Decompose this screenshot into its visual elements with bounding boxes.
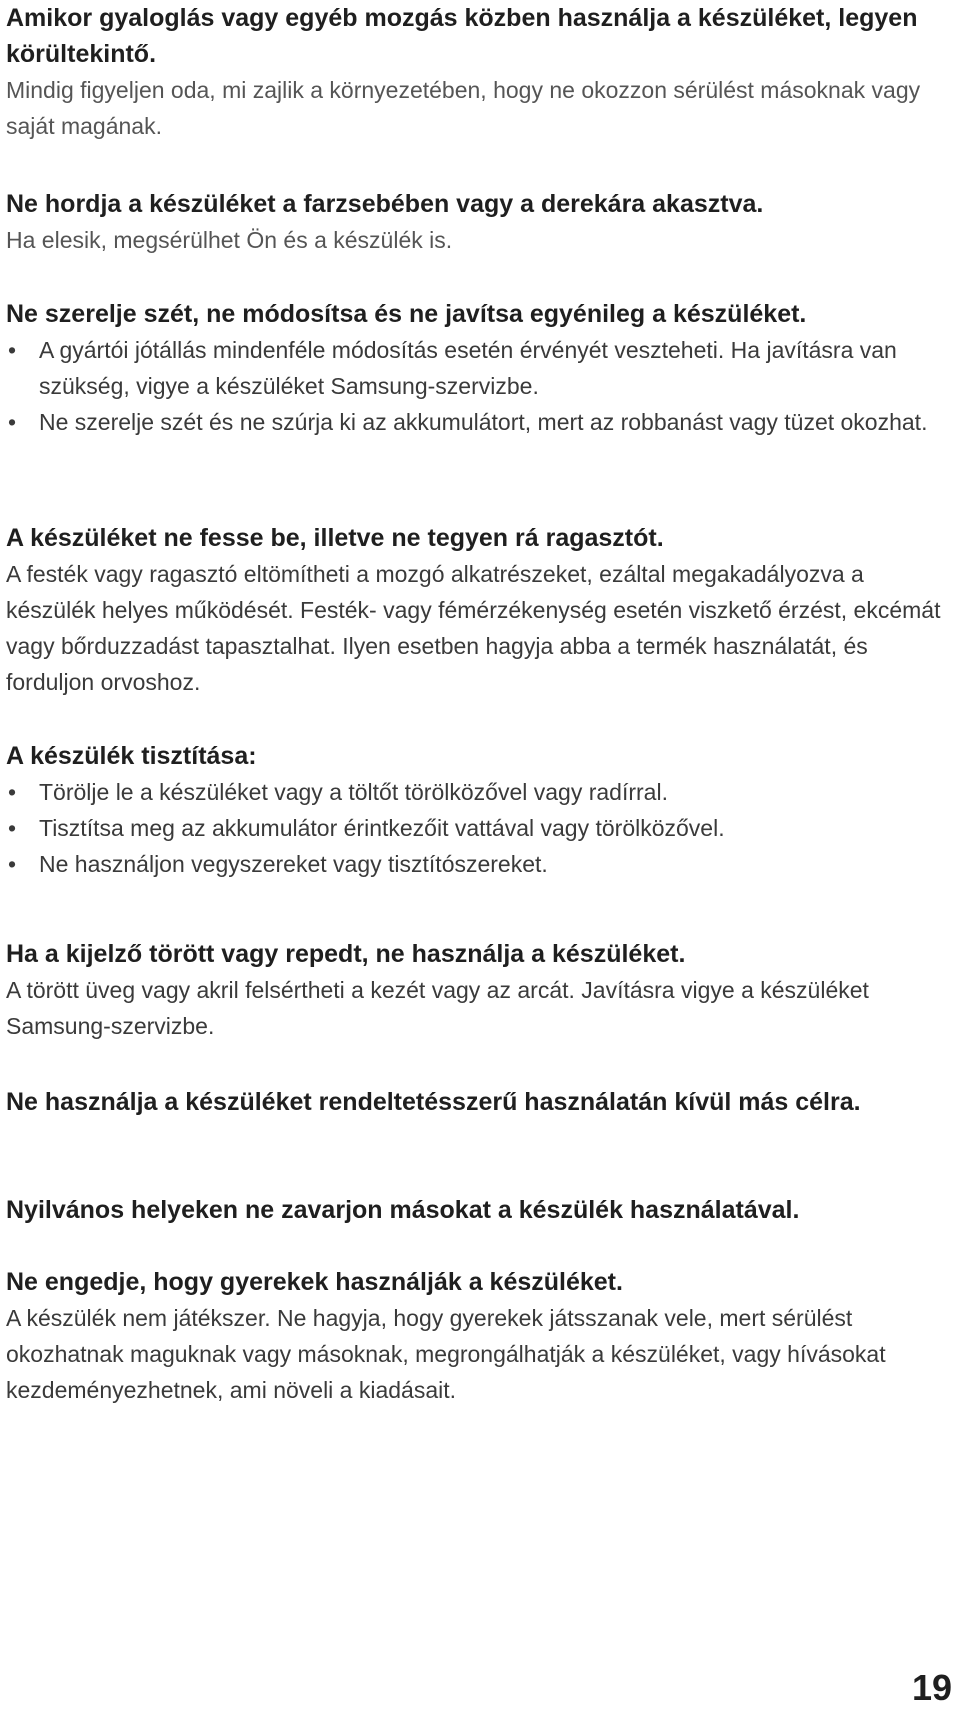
bullet-icon: • xyxy=(8,779,17,805)
section-heading: Ha a kijelző törött vagy repedt, ne használja a készüléket. xyxy=(6,940,686,968)
section-paint-warning xyxy=(6,520,956,700)
list-item xyxy=(6,810,725,846)
section-disassembly-warning xyxy=(6,296,956,440)
section-heading: Nyilvános helyeken ne zavarjon másokat a készülék használatával. xyxy=(6,1196,800,1224)
list-item-text: Ne szerelje szét és ne szúrja ki az akkumulátort, mert az robbanást vagy tüzet okozhat. xyxy=(39,409,928,435)
list-item-text: Tisztítsa meg az akkumulátor érintkezőit vattával vagy törölközővel. xyxy=(39,815,725,841)
section-heading: Ne engedje, hogy gyerekek használják a készüléket. xyxy=(6,1268,623,1296)
section-walking-caution xyxy=(6,0,956,144)
section-heading: Ne szerelje szét, ne módosítsa és ne javítsa egyénileg a készüléket. xyxy=(6,300,807,328)
list-item xyxy=(6,332,956,404)
page-number: 19 xyxy=(911,1667,952,1708)
list-item-text: Törölje le a készüléket vagy a töltőt törölközővel vagy radírral. xyxy=(39,779,668,805)
section-heading: Amikor gyaloglás vagy egyéb mozgás közben használja a készüléket, legyen körültekintő. xyxy=(6,4,918,68)
section-body: A festék vagy ragasztó eltömítheti a mozgó alkatrészeket, ezáltal megakadályozva a készülék helyes működését. Festék- vagy fémérzékenység esetén viszkető érzést, ekcémát vagy bőrduzzadást tapasztalhat. Ilyen esetben hagyja abba a termék használatát, és forduljon orvoshoz. xyxy=(6,561,941,695)
bullet-icon: • xyxy=(8,851,17,877)
section-public-places xyxy=(6,1192,799,1228)
bullet-list xyxy=(6,332,956,440)
section-cleaning xyxy=(6,738,725,882)
section-body: Mindig figyeljen oda, mi zajlik a környezetében, hogy ne okozzon sérülést másoknak vagy saját magának. xyxy=(6,77,921,139)
section-pocket-warning xyxy=(6,186,763,258)
list-item-text: A gyártói jótállás mindenféle módosítás esetén érvényét veszteheti. Ha javításra van szükség, vigye a készüléket Samsung-szervizbe. xyxy=(39,337,897,399)
section-body: A készülék nem játékszer. Ne hagyja, hogy gyerekek játsszanak vele, mert sérülést okozhatnak maguknak vagy másoknak, megrongálhatják a készüléket, vagy hívásokat kezdeményezhetnek, ami növeli a kiadásait. xyxy=(6,1305,886,1403)
section-intended-use xyxy=(6,1084,861,1120)
bullet-icon: • xyxy=(8,409,17,435)
section-heading: A készülék tisztítása: xyxy=(6,742,257,770)
bullet-icon: • xyxy=(8,337,17,363)
bullet-list xyxy=(6,774,725,882)
list-item xyxy=(6,404,956,440)
bullet-icon: • xyxy=(8,815,17,841)
list-item xyxy=(6,774,725,810)
section-heading: A készüléket ne fesse be, illetve ne tegyen rá ragasztót. xyxy=(6,524,664,552)
section-broken-display xyxy=(6,936,956,1044)
section-heading: Ne hordja a készüléket a farzsebében vagy a derekára akasztva. xyxy=(6,190,764,218)
section-body: Ha elesik, megsérülhet Ön és a készülék is. xyxy=(6,227,453,253)
section-heading: Ne használja a készüléket rendeltetésszerű használatán kívül más célra. xyxy=(6,1088,861,1116)
list-item xyxy=(6,846,725,882)
list-item-text: Ne használjon vegyszereket vagy tisztítószereket. xyxy=(39,851,548,877)
section-body: A törött üveg vagy akril felsértheti a kezét vagy az arcát. Javításra vigye a készüléket Samsung-szervizbe. xyxy=(6,977,869,1039)
section-children xyxy=(6,1264,956,1408)
